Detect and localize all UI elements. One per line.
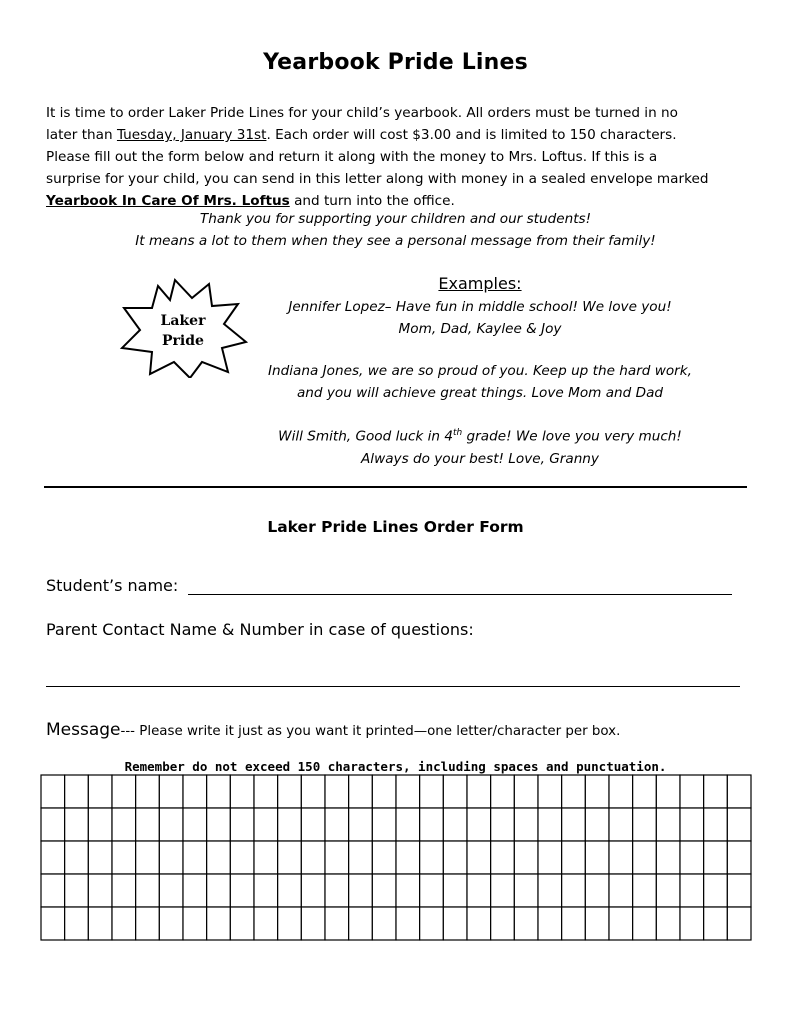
character-box[interactable] [207, 775, 231, 808]
character-box[interactable] [656, 907, 680, 940]
character-box[interactable] [65, 808, 89, 841]
character-box[interactable] [704, 874, 728, 907]
character-box[interactable] [112, 775, 136, 808]
character-box[interactable] [420, 841, 444, 874]
message-grid[interactable] [40, 774, 752, 941]
character-box[interactable] [136, 775, 160, 808]
character-box[interactable] [65, 841, 89, 874]
character-box[interactable] [278, 841, 302, 874]
student-name-field[interactable] [188, 594, 732, 595]
character-box[interactable] [325, 808, 349, 841]
character-box[interactable] [396, 808, 420, 841]
character-limit-note: Remember do not exceed 150 characters, including spaces and punctuation. [124, 759, 667, 774]
character-box[interactable] [183, 907, 207, 940]
section-divider [44, 486, 747, 488]
character-box[interactable] [301, 907, 325, 940]
character-box[interactable] [704, 808, 728, 841]
character-box[interactable] [325, 907, 349, 940]
example-3-pre: Will Smith, Good luck in 4 [278, 428, 453, 445]
intro-line-5 [46, 190, 766, 212]
character-box[interactable] [112, 907, 136, 940]
character-box[interactable] [207, 808, 231, 841]
character-box[interactable] [396, 907, 420, 940]
character-box[interactable] [727, 775, 751, 808]
message-label: Message [46, 720, 121, 740]
character-box[interactable] [443, 874, 467, 907]
intro-line-2-post: . Each order will cost $3.00 and is limited to 150 characters. [266, 127, 677, 143]
character-box[interactable] [609, 841, 633, 874]
student-name-label: Student’s name: [46, 576, 179, 595]
message-dashes: --- [120, 724, 136, 739]
character-box[interactable] [633, 907, 657, 940]
character-box[interactable] [585, 907, 609, 940]
character-box[interactable] [325, 841, 349, 874]
character-box[interactable] [562, 775, 586, 808]
example-3-line-1 [230, 428, 730, 445]
character-box[interactable] [656, 841, 680, 874]
character-box[interactable] [609, 874, 633, 907]
character-box[interactable] [301, 841, 325, 874]
character-box[interactable] [301, 874, 325, 907]
character-box[interactable] [65, 874, 89, 907]
character-box[interactable] [633, 874, 657, 907]
character-box[interactable] [230, 907, 254, 940]
character-box[interactable] [491, 907, 515, 940]
character-box[interactable] [159, 808, 183, 841]
intro-line-2-pre: later than [46, 127, 117, 143]
character-box[interactable] [372, 808, 396, 841]
character-box[interactable] [41, 808, 65, 841]
character-box[interactable] [680, 907, 704, 940]
character-box[interactable] [41, 841, 65, 874]
message-row [46, 720, 620, 740]
character-box[interactable] [112, 808, 136, 841]
character-box[interactable] [491, 841, 515, 874]
character-box[interactable] [727, 808, 751, 841]
character-box[interactable] [538, 841, 562, 874]
character-box[interactable] [467, 907, 491, 940]
example-1-line-1: Jennifer Lopez– Have fun in middle school! We love you! [288, 299, 672, 315]
character-box[interactable] [514, 907, 538, 940]
character-box[interactable] [562, 874, 586, 907]
character-box[interactable] [41, 874, 65, 907]
character-box[interactable] [136, 874, 160, 907]
character-box[interactable] [183, 775, 207, 808]
character-box[interactable] [183, 808, 207, 841]
character-box[interactable] [656, 874, 680, 907]
character-box[interactable] [633, 775, 657, 808]
character-box[interactable] [301, 808, 325, 841]
character-box[interactable] [467, 841, 491, 874]
character-box[interactable] [680, 841, 704, 874]
badge-line-2: Pride [162, 333, 204, 349]
character-box[interactable] [254, 808, 278, 841]
character-box[interactable] [349, 907, 373, 940]
character-box[interactable] [159, 841, 183, 874]
thanks-line-2: It means a lot to them when they see a personal message from their family! [135, 233, 656, 249]
character-box[interactable] [325, 775, 349, 808]
character-box[interactable] [420, 808, 444, 841]
character-box[interactable] [727, 841, 751, 874]
character-box[interactable] [704, 841, 728, 874]
character-box[interactable] [420, 907, 444, 940]
character-box[interactable] [396, 841, 420, 874]
character-box[interactable] [230, 808, 254, 841]
character-box[interactable] [230, 841, 254, 874]
character-box[interactable] [538, 775, 562, 808]
character-box[interactable] [41, 907, 65, 940]
parent-contact-field[interactable] [46, 686, 740, 687]
character-box[interactable] [349, 841, 373, 874]
character-box[interactable] [680, 874, 704, 907]
character-box[interactable] [183, 841, 207, 874]
example-2-line-2: and you will achieve great things. Love Mom and Dad [296, 385, 664, 401]
character-box[interactable] [88, 841, 112, 874]
intro-line-5-post: and turn into the office. [289, 193, 455, 209]
character-box[interactable] [278, 907, 302, 940]
character-box[interactable] [609, 907, 633, 940]
character-box[interactable] [585, 775, 609, 808]
laker-pride-badge [128, 311, 238, 351]
character-box[interactable] [254, 907, 278, 940]
character-box[interactable] [491, 808, 515, 841]
character-box[interactable] [443, 907, 467, 940]
character-box[interactable] [136, 841, 160, 874]
character-box[interactable] [704, 775, 728, 808]
character-box[interactable] [230, 874, 254, 907]
parent-contact-label: Parent Contact Name & Number in case of questions: [46, 620, 474, 639]
example-3-sup: th [453, 428, 463, 438]
character-box[interactable] [514, 841, 538, 874]
character-box[interactable] [88, 874, 112, 907]
character-box[interactable] [585, 874, 609, 907]
character-box[interactable] [491, 874, 515, 907]
character-box[interactable] [88, 907, 112, 940]
intro-line-2 [46, 124, 766, 146]
character-box[interactable] [278, 775, 302, 808]
character-box[interactable] [254, 775, 278, 808]
character-box[interactable] [278, 874, 302, 907]
character-box[interactable] [372, 907, 396, 940]
character-box[interactable] [159, 907, 183, 940]
character-box[interactable] [372, 841, 396, 874]
character-box[interactable] [467, 775, 491, 808]
character-box[interactable] [633, 841, 657, 874]
character-box[interactable] [325, 874, 349, 907]
character-box[interactable] [704, 907, 728, 940]
character-box[interactable] [136, 907, 160, 940]
example-1-line-2: Mom, Dad, Kaylee & Joy [398, 321, 562, 337]
character-box[interactable] [88, 808, 112, 841]
character-box[interactable] [65, 907, 89, 940]
page-title: Yearbook Pride Lines [263, 50, 528, 75]
character-box[interactable] [562, 808, 586, 841]
character-box[interactable] [656, 808, 680, 841]
character-box[interactable] [372, 775, 396, 808]
character-box[interactable] [207, 907, 231, 940]
examples-heading: Examples: [438, 274, 522, 293]
character-box[interactable] [254, 841, 278, 874]
character-box[interactable] [585, 841, 609, 874]
character-box[interactable] [491, 775, 515, 808]
character-box[interactable] [562, 907, 586, 940]
character-box[interactable] [396, 775, 420, 808]
character-box[interactable] [349, 808, 373, 841]
character-box[interactable] [112, 874, 136, 907]
character-box[interactable] [349, 874, 373, 907]
intro-line-3: Please fill out the form below and return it along with the money to Mrs. Loftus. If this is a [46, 149, 658, 165]
character-box[interactable] [65, 775, 89, 808]
thanks-line-1: Thank you for supporting your children and our students! [199, 211, 592, 227]
form-title: Laker Pride Lines Order Form [267, 518, 524, 536]
character-box[interactable] [538, 808, 562, 841]
character-box[interactable] [538, 874, 562, 907]
character-box[interactable] [349, 775, 373, 808]
character-box[interactable] [609, 808, 633, 841]
character-box[interactable] [514, 808, 538, 841]
character-box[interactable] [514, 874, 538, 907]
character-box[interactable] [136, 808, 160, 841]
character-box[interactable] [159, 775, 183, 808]
character-box[interactable] [207, 874, 231, 907]
character-box[interactable] [372, 874, 396, 907]
intro-line-4: surprise for your child, you can send in this letter along with money in a sealed envelope marked [46, 171, 709, 187]
character-box[interactable] [443, 775, 467, 808]
example-3-line-2: Always do your best! Love, Granny [361, 451, 599, 467]
character-box[interactable] [230, 775, 254, 808]
character-box[interactable] [514, 775, 538, 808]
character-box[interactable] [656, 775, 680, 808]
character-box[interactable] [467, 874, 491, 907]
character-box[interactable] [112, 841, 136, 874]
character-box[interactable] [538, 907, 562, 940]
character-box[interactable] [159, 874, 183, 907]
character-box[interactable] [183, 874, 207, 907]
character-box[interactable] [680, 775, 704, 808]
character-box[interactable] [207, 841, 231, 874]
character-box[interactable] [585, 808, 609, 841]
character-box[interactable] [443, 841, 467, 874]
character-box[interactable] [562, 841, 586, 874]
character-box[interactable] [301, 775, 325, 808]
character-box[interactable] [633, 808, 657, 841]
character-box[interactable] [609, 775, 633, 808]
character-box[interactable] [467, 808, 491, 841]
character-box[interactable] [420, 874, 444, 907]
character-box[interactable] [443, 808, 467, 841]
message-instruction: Please write it just as you want it printed—one letter/character per box. [135, 724, 621, 739]
due-date: Tuesday, January 31st [116, 127, 267, 143]
envelope-marking: Yearbook In Care Of Mrs. Loftus [46, 193, 290, 209]
example-3-post: grade! We love you very much! [462, 428, 682, 445]
character-box[interactable] [88, 775, 112, 808]
character-box[interactable] [254, 874, 278, 907]
character-box[interactable] [278, 808, 302, 841]
character-box[interactable] [396, 874, 420, 907]
character-box[interactable] [727, 874, 751, 907]
character-box[interactable] [680, 808, 704, 841]
example-2-line-1: Indiana Jones, we are so proud of you. Keep up the hard work, [268, 363, 692, 379]
character-box[interactable] [727, 907, 751, 940]
character-box[interactable] [420, 775, 444, 808]
badge-line-1: Laker [160, 313, 206, 329]
character-box[interactable] [41, 775, 65, 808]
intro-line-1: It is time to order Laker Pride Lines for your child’s yearbook. All orders must be turned in no [46, 105, 678, 121]
